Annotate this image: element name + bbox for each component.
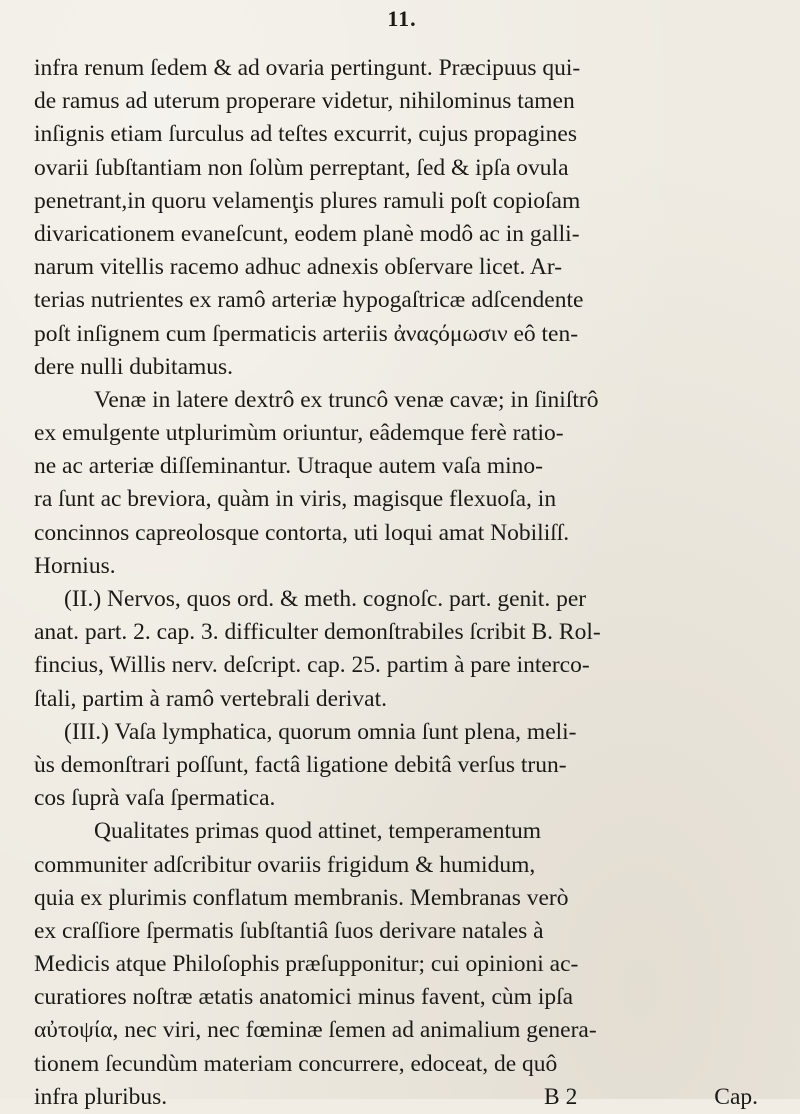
text-line: de ramus ad uterum properare videtur, nihilominus tamen (34, 88, 575, 115)
text-line: concinnos capreolosque contorta, uti loqui amat Nobiliſſ. (34, 519, 570, 546)
text-line: (III.) Vaſa lymphatica, quorum omnia ſunt plena, meli- (64, 718, 577, 745)
text-line: quia ex plurimis conflatum membranis. Membranas verò (34, 884, 569, 911)
text-line: cos ſuprà vaſa ſpermatica. (34, 785, 276, 812)
text-line: inſignis etiam ſurculus ad teſtes excurrit, cujus propagines (34, 121, 577, 148)
signature-mark: B 2 (544, 1083, 578, 1110)
text-line: ne ac arteriæ diſſeminantur. Utraque autem vaſa mino- (34, 453, 543, 480)
text-line: ex emulgente utplurimùm oriuntur, eâdemque ferè ratio- (34, 420, 564, 447)
text-line: fincius, Willis nerv. deſcript. cap. 25. partim à pare interco- (34, 652, 590, 679)
last-text-line: infra pluribus. (34, 1083, 168, 1110)
text-line: ex craſſiore ſpermatis ſubſtantiâ ſuos derivare natales à (34, 917, 544, 944)
text-line: curatiores noſtræ ætatis anatomici minus favent, cùm ipſa (34, 984, 574, 1011)
text-line: αὐτοψία, nec viri, nec fœminæ ſemen ad animalium genera- (34, 1017, 597, 1044)
text-line: penetrant,in quoru velamenţis plures ramuli poſt copioſam (34, 187, 581, 214)
text-line: Hornius. (34, 552, 116, 579)
text-line: tionem ſecundùm materiam concurrere, edoceat, de quô (34, 1050, 558, 1077)
text-line: anat. part. 2. cap. 3. difficulter demonſtrabiles ſcribit B. Rol- (34, 619, 601, 646)
page-number: 11. (387, 6, 417, 31)
text-line: divaricationem evaneſcunt, eodem planè modô ac in galli- (34, 220, 580, 247)
text-line: ùs demonſtrari poſſunt, factâ ligatione debitâ verſus trun- (34, 751, 567, 778)
text-line: Venæ in latere dextrô ex truncô venæ cavæ; in ſiniſtrô (94, 386, 599, 413)
body-text (34, 52, 764, 1114)
text-line: ſtali, partim à ramô vertebrali derivat. (34, 685, 388, 712)
text-line: infra renum ſedem & ad ovaria pertingunt. Præcipuus qui- (34, 55, 581, 81)
text-line: dere nulli dubitamus. (34, 353, 234, 380)
text-line: Qualitates primas quod attinet, temperamentum (94, 818, 542, 845)
catchword: Cap. (714, 1083, 758, 1110)
text-line: narum vitellis racemo adhuc adnexis obſervare licet. Ar- (34, 254, 563, 281)
text-line: communiter adſcribitur ovariis frigidum & humidum, (34, 851, 536, 878)
text-line: Medicis atque Philoſophis præſupponitur; cui opinioni ac- (34, 951, 579, 978)
text-line: (II.) Nervos, quos ord. & meth. cognoſc. part. genit. per (64, 586, 587, 612)
last-line-row (34, 1081, 764, 1114)
text-line: ovarii ſubſtantiam non ſolùm perreptant, ſed & ipſa ovula (34, 154, 569, 181)
text-line: poſt inſignem cum ſpermaticis arteriis ἀναςόμωσιν eô ten- (34, 320, 579, 347)
text-line: terias nutrientes ex ramô arteriæ hypogaſtricæ adſcendente (34, 287, 584, 314)
text-line: ra ſunt ac breviora, quàm in viris, magisque flexuoſa, in (34, 486, 557, 513)
